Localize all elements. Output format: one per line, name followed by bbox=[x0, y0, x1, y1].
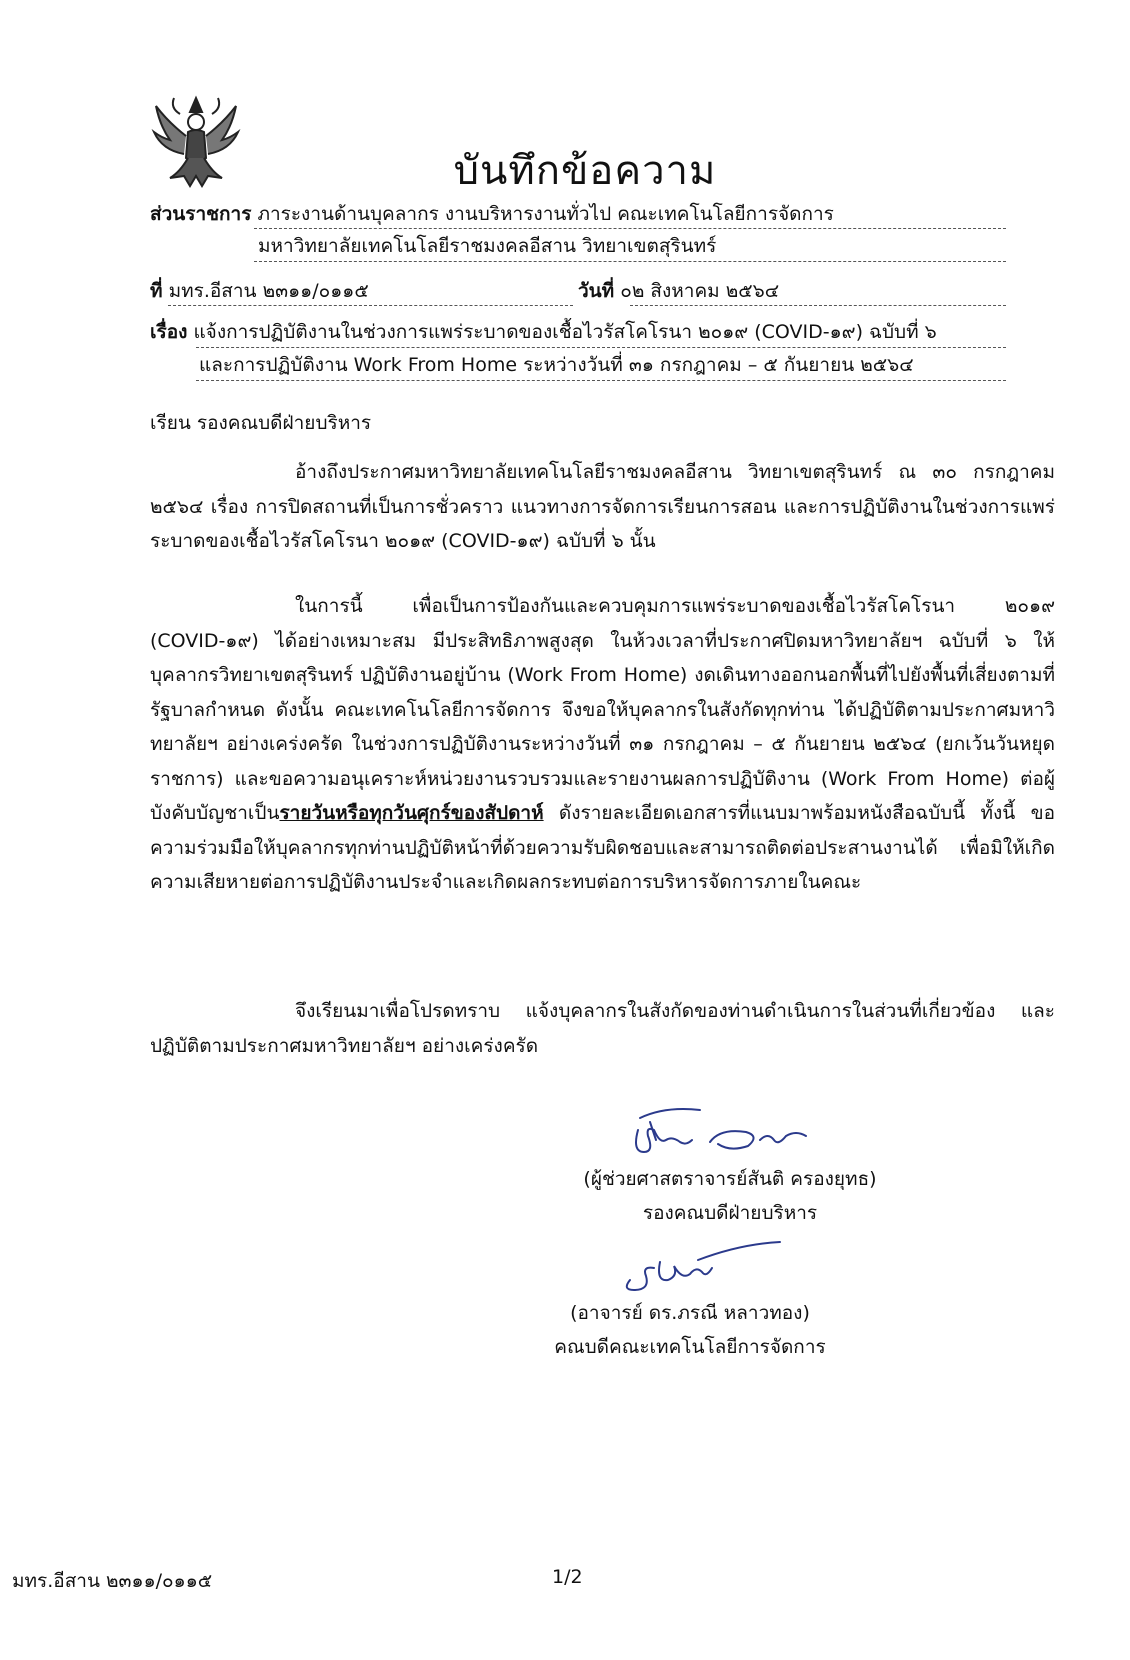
agency-label: ส่วนราชการ bbox=[150, 203, 252, 225]
date-row bbox=[578, 276, 779, 306]
agency-row bbox=[150, 199, 834, 229]
ref-row bbox=[150, 276, 369, 306]
subject-line2: และการปฏิบัติงาน Work From Home ระหว่างวันที่ ๓๑ กรกฎาคม – ๕ กันยายน ๒๕๖๔ bbox=[199, 354, 914, 376]
signature-1-block bbox=[540, 1162, 920, 1230]
subject-label: เรื่อง bbox=[150, 321, 188, 343]
date-label: วันที่ bbox=[578, 280, 615, 302]
agency-dotted-line-1 bbox=[254, 228, 1006, 229]
signature-2-position: คณบดีคณะเทคโนโลยีการจัดการ bbox=[554, 1336, 826, 1358]
emphasis-report-frequency: รายวันหรือทุกวันศุกร์ของสัปดาห์ bbox=[279, 802, 544, 824]
ref-label: ที่ bbox=[150, 280, 163, 302]
subject-line1: แจ้งการปฏิบัติงานในช่วงการแพร่ระบาดของเชื้อไวรัสโคโรนา ๒๐๑๙ (COVID-๑๙) ฉบับที่ ๖ bbox=[193, 321, 937, 343]
body-paragraph-3: จึงเรียนมาเพื่อโปรดทราบ แจ้งบุคลากรในสังกัดของท่านดำเนินการในส่วนที่เกี่ยวข้อง และปฏิบัติตามประกาศมหาวิทยาลัยฯ อย่างเคร่งครัด bbox=[150, 1000, 1055, 1057]
salutation bbox=[150, 408, 371, 438]
ref-dotted-line bbox=[168, 305, 573, 306]
to-label: เรียน bbox=[150, 412, 191, 434]
subject-dotted-line-2 bbox=[196, 380, 1006, 381]
signature-2-block bbox=[500, 1296, 880, 1364]
to-value: รองคณบดีฝ่ายบริหาร bbox=[196, 412, 372, 434]
date-dotted-line bbox=[630, 305, 1006, 306]
agency-line1: ภาระงานด้านบุคลากร งานบริหารงานทั่วไป คณะเทคโนโลยีการจัดการ bbox=[257, 203, 834, 225]
page-number: 1/2 bbox=[552, 1566, 583, 1588]
date-value: ๐๒ สิงหาคม ๒๕๖๔ bbox=[620, 280, 780, 302]
signature-2-name: (อาจารย์ ดร.ภรณี หลาวทอง) bbox=[570, 1302, 810, 1324]
subject-row bbox=[150, 317, 937, 347]
signature-1-image bbox=[620, 1100, 820, 1166]
signature-1-position: รองคณบดีฝ่ายบริหาร bbox=[642, 1202, 818, 1224]
signature-1-name: (ผู้ช่วยศาสตราจารย์สันติ ครองยุทธ) bbox=[583, 1168, 877, 1190]
body-paragraph-2: ในการนี้ เพื่อเป็นการป้องกันและควบคุมการแพร่ระบาดของเชื้อไวรัสโคโรนา ๒๐๑๙ (COVID-๑๙) ได้อย่างเหมาะสม มีประสิทธิภาพสูงสุด ในห้วงเวลาที่ประกาศปิดมหาวิทยาลัยฯ ฉบับที่ ๖ ให้บุคลากรวิทยาเขตสุรินทร์ ปฏิบัติงานอยู่บ้าน (Work From Home) งดเดินทางออกนอกพื้นที่ไปยังพื้นที่เสี่ยงตามที่รัฐบาลกำหนด ดังนั้น คณะเทคโนโลยีการจัดการ จึงขอให้บุคลากรในสังกัดทุกท่าน ได้ปฏิบัติตามประกาศมหาวิทยาลัยฯ อย่างเคร่งครัด ในช่วงการปฏิบัติงานระหว่างวันที่ ๓๑ กรกฎาคม – ๕ กันยายน ๒๕๖๔ (ยกเว้นวันหยุดราชการ) และขอความอนุเคราะห์หน่วยงานรวบรวมและรายงานผลการปฏิบัติงาน (Work From Home) ต่อผู้บังคับบัญชาเป็นรายวันหรือทุกวันศุกร์ของสัปดาห์ ดังรายละเอียดเอกสารที่แนบมาพร้อมหนังสือฉบับนี้ ทั้งนี้ ขอความร่วมมือให้บุคลากรทุกท่านปฏิบัติหน้าที่ด้วยความรับผิดชอบและสามารถติดต่อประสานงานได้ เพื่อมิให้เกิดความเสียหายต่อการปฏิบัติงานประจำและเกิดผลกระทบต่อการบริหารจัดการภายในคณะ bbox=[150, 595, 1055, 893]
ref-value: มทร.อีสาน ๒๓๑๑/๐๑๑๕ bbox=[168, 280, 369, 302]
subject-dotted-line-1 bbox=[196, 347, 1006, 348]
body-paragraph-1: อ้างถึงประกาศมหาวิทยาลัยเทคโนโลยีราชมงคลอีสาน วิทยาเขตสุรินทร์ ณ ๓๐ กรกฎาคม ๒๕๖๔ เรื่อง การปิดสถานที่เป็นการชั่วคราว แนวทางการจัดการเรียนการสอน และการปฏิบัติงานในช่วงการแพร่ระบาดของเชื้อไวรัสโคโรนา ๒๐๑๙ (COVID-๑๙) ฉบับที่ ๖ นั้น bbox=[150, 461, 1055, 552]
signature-2-image bbox=[610, 1236, 790, 1300]
footer-ref: มทร.อีสาน ๒๓๑๑/๐๑๑๕ bbox=[12, 1570, 213, 1592]
document-title: บันทึกข้อความ bbox=[453, 148, 717, 194]
agency-dotted-line-2 bbox=[254, 261, 1006, 262]
agency-line2: มหาวิทยาลัยเทคโนโลยีราชมงคลอีสาน วิทยาเขตสุรินทร์ bbox=[258, 235, 717, 257]
